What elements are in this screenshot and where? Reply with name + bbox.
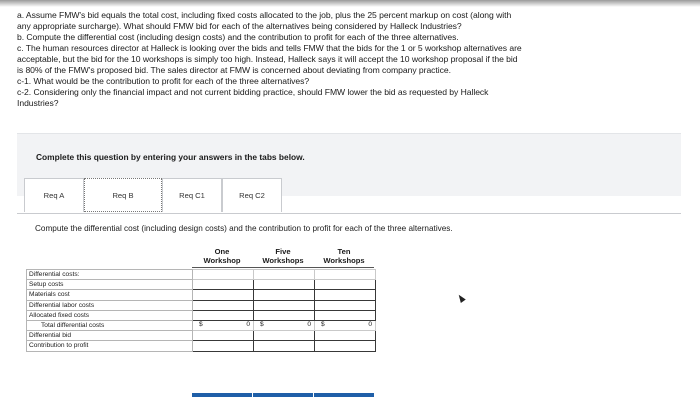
question-line: any appropriate surcharge). What should FMW bid for each of the alternatives being considered by Halleck Industries? — [17, 21, 462, 31]
question-line: b. Compute the differential cost (including design costs) and the contribution to profit for each of the three alternatives. — [17, 32, 459, 42]
total-one — [193, 320, 254, 330]
answer-underline — [314, 393, 374, 397]
question-text — [17, 10, 667, 109]
tab-bar — [17, 178, 681, 214]
input-setup-one[interactable] — [193, 280, 254, 290]
column-header-line: Workshops — [323, 256, 365, 265]
input-allocated-five[interactable] — [254, 310, 315, 320]
differential-cost-table — [26, 269, 376, 352]
row-label-materials-cost: Materials cost — [27, 290, 193, 300]
answer-underline — [253, 393, 313, 397]
input-materials-one[interactable] — [193, 290, 254, 300]
input-contribution-five[interactable] — [254, 341, 315, 351]
cell-blank — [315, 270, 376, 280]
question-line: a. Assume FMW's bid equals the total cost, including fixed costs allocated to the job, plus the 25 percent markup on cost (along with — [17, 10, 512, 20]
cell-blank — [193, 270, 254, 280]
table-row — [27, 331, 376, 341]
question-line: c-1. What would be the contribution to profit for each of the three alternatives? — [17, 76, 310, 86]
header-rule — [192, 267, 374, 268]
input-setup-five[interactable] — [254, 280, 315, 290]
question-line: acceptable, but the bid for the 10 workshops is simply too high. Instead, Halleck says it will accept the 10 workshop proposal if the bid — [17, 54, 518, 64]
column-header-ten-workshops — [314, 247, 374, 265]
table-row — [27, 310, 376, 320]
question-line: c. The human resources director at Halleck is looking over the bids and tells FMW that the bids for the 1 or 5 workshop alternatives are — [17, 43, 522, 53]
total-value: 0 — [246, 320, 250, 328]
row-label-contribution-to-profit: Contribution to profit — [27, 341, 193, 351]
total-value: 0 — [307, 320, 311, 328]
table-row — [27, 300, 376, 310]
row-label-setup-costs: Setup costs — [27, 280, 193, 290]
row-label-total-differential-costs: Total differential costs — [27, 320, 193, 330]
row-label-differential-bid: Differential bid — [27, 331, 193, 341]
currency-symbol: $ — [260, 320, 264, 328]
input-materials-five[interactable] — [254, 290, 315, 300]
tab-req-a[interactable]: Req A — [24, 178, 84, 212]
tab-divider — [17, 213, 681, 214]
requirement-prompt: Compute the differential cost (including design costs) and the contribution to profit for each of the three alternatives. — [35, 224, 453, 233]
table-row — [27, 270, 376, 280]
tab-req-b[interactable]: Req B — [84, 178, 162, 212]
row-label-allocated-fixed-costs: Allocated fixed costs — [27, 310, 193, 320]
column-header-line: Five — [275, 247, 291, 256]
total-value: 0 — [368, 320, 372, 328]
tab-req-c1[interactable]: Req C1 — [162, 178, 222, 212]
question-line: c-2. Considering only the financial impact and not current bidding practice, should FMW lower the bid as requested by Halleck — [17, 87, 489, 97]
input-labor-ten[interactable] — [315, 300, 376, 310]
table-row — [27, 280, 376, 290]
input-allocated-ten[interactable] — [315, 310, 376, 320]
column-header-line: One — [214, 247, 230, 256]
input-contribution-one[interactable] — [193, 341, 254, 351]
tab-req-c2[interactable]: Req C2 — [222, 178, 282, 212]
mouse-cursor-icon — [456, 293, 466, 303]
table-row — [27, 341, 376, 351]
question-line: is 80% of the FMW's proposed bid. The sales director at FMW is concerned about deviating from company practice. — [17, 65, 451, 75]
cell-blank — [254, 270, 315, 280]
input-bid-one[interactable] — [193, 331, 254, 341]
table-row — [27, 290, 376, 300]
top-edge-shadow — [0, 0, 700, 7]
input-materials-ten[interactable] — [315, 290, 376, 300]
column-header-line: Workshop — [203, 256, 241, 265]
column-header-five-workshops — [253, 247, 313, 265]
instruction-text: Complete this question by entering your answers in the tabs below. — [36, 152, 305, 162]
column-header-line: Ten — [337, 247, 351, 256]
column-header-line: Workshops — [262, 256, 304, 265]
input-contribution-ten[interactable] — [315, 341, 376, 351]
total-five — [254, 320, 315, 330]
currency-symbol: $ — [321, 320, 325, 328]
input-bid-ten[interactable] — [315, 331, 376, 341]
row-label-labor-costs: Differential labor costs — [27, 300, 193, 310]
total-ten — [315, 320, 376, 330]
currency-symbol: $ — [199, 320, 203, 328]
answer-underline — [192, 393, 252, 397]
input-setup-ten[interactable] — [315, 280, 376, 290]
question-line: Industries? — [17, 98, 59, 108]
input-labor-one[interactable] — [193, 300, 254, 310]
row-label-differential-costs: Differential costs: — [27, 270, 193, 280]
input-bid-five[interactable] — [254, 331, 315, 341]
input-labor-five[interactable] — [254, 300, 315, 310]
input-allocated-one[interactable] — [193, 310, 254, 320]
table-row — [27, 320, 376, 330]
column-header-one-workshop — [192, 247, 252, 265]
